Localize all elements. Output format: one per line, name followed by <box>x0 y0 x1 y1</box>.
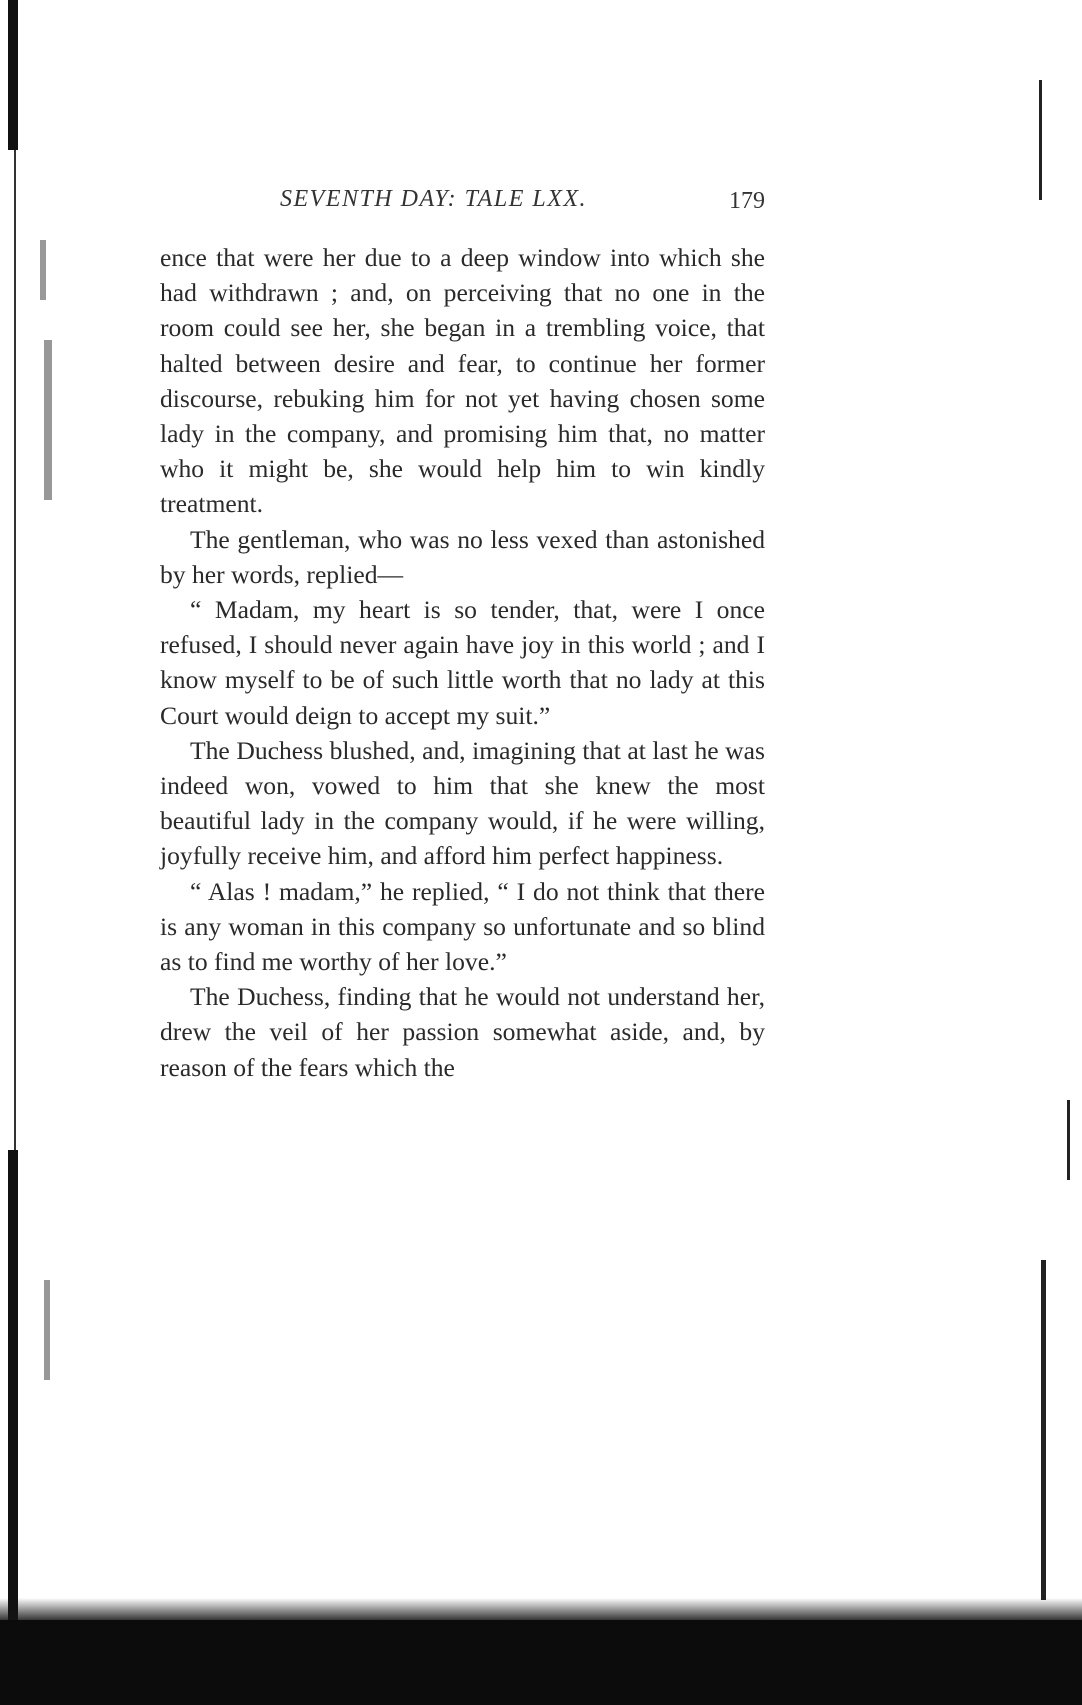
scan-bottom-edge <box>0 1620 1082 1705</box>
body-text <box>160 240 765 1085</box>
paragraph: The gentleman, who was no less vexed than astonished by her words, replied— <box>160 524 765 589</box>
scan-speckle <box>44 1280 50 1380</box>
scan-edge-right <box>1067 1100 1070 1180</box>
running-title: SEVENTH DAY: TALE LXX. <box>280 186 588 212</box>
scan-bottom-fade <box>0 1598 1082 1620</box>
paragraph: The Duchess blushed, and, imagining that at last he was indeed won, vowed to him that she knew the most beautiful lady in the company would, if he were willing, joyfully receive him, and afford him perfect happiness. <box>160 735 765 871</box>
paragraph: The Duchess, finding that he would not understand her, drew the veil of her passion somewhat aside, and, by reason of the fears which the <box>160 982 765 1082</box>
paragraph: “ Alas ! madam,” he replied, “ I do not think that there is any woman in this company so unfortunate and so blind as to find me worthy of her love.” <box>160 876 765 977</box>
page-number: 179 <box>729 188 765 214</box>
scan-edge-left-line <box>14 150 16 1150</box>
scan-edge-left-gap <box>8 150 18 1150</box>
scan-edge-right <box>1039 80 1042 200</box>
paragraph: “ Madam, my heart is so tender, that, were I once refused, I should never again have joy in this world ; and I know myself to be of such little worth that no lady at this Court would deign to accept my suit.” <box>160 595 765 730</box>
running-head <box>160 186 765 220</box>
scan-speckle <box>40 240 46 300</box>
paragraph-continuation: ence that were her due to a deep window into which she had withdrawn ; and, on perceiving that no one in the room could see her, she began in a trembling voice, that halted between desire and fear, to continue her former discourse, rebuking him for not yet having chosen some lady in the company, and promising him that, no matter who it might be, she would help him to win kindly treatment. <box>160 243 765 519</box>
scan-speckle <box>44 340 52 500</box>
scan-edge-right <box>1041 1260 1046 1600</box>
